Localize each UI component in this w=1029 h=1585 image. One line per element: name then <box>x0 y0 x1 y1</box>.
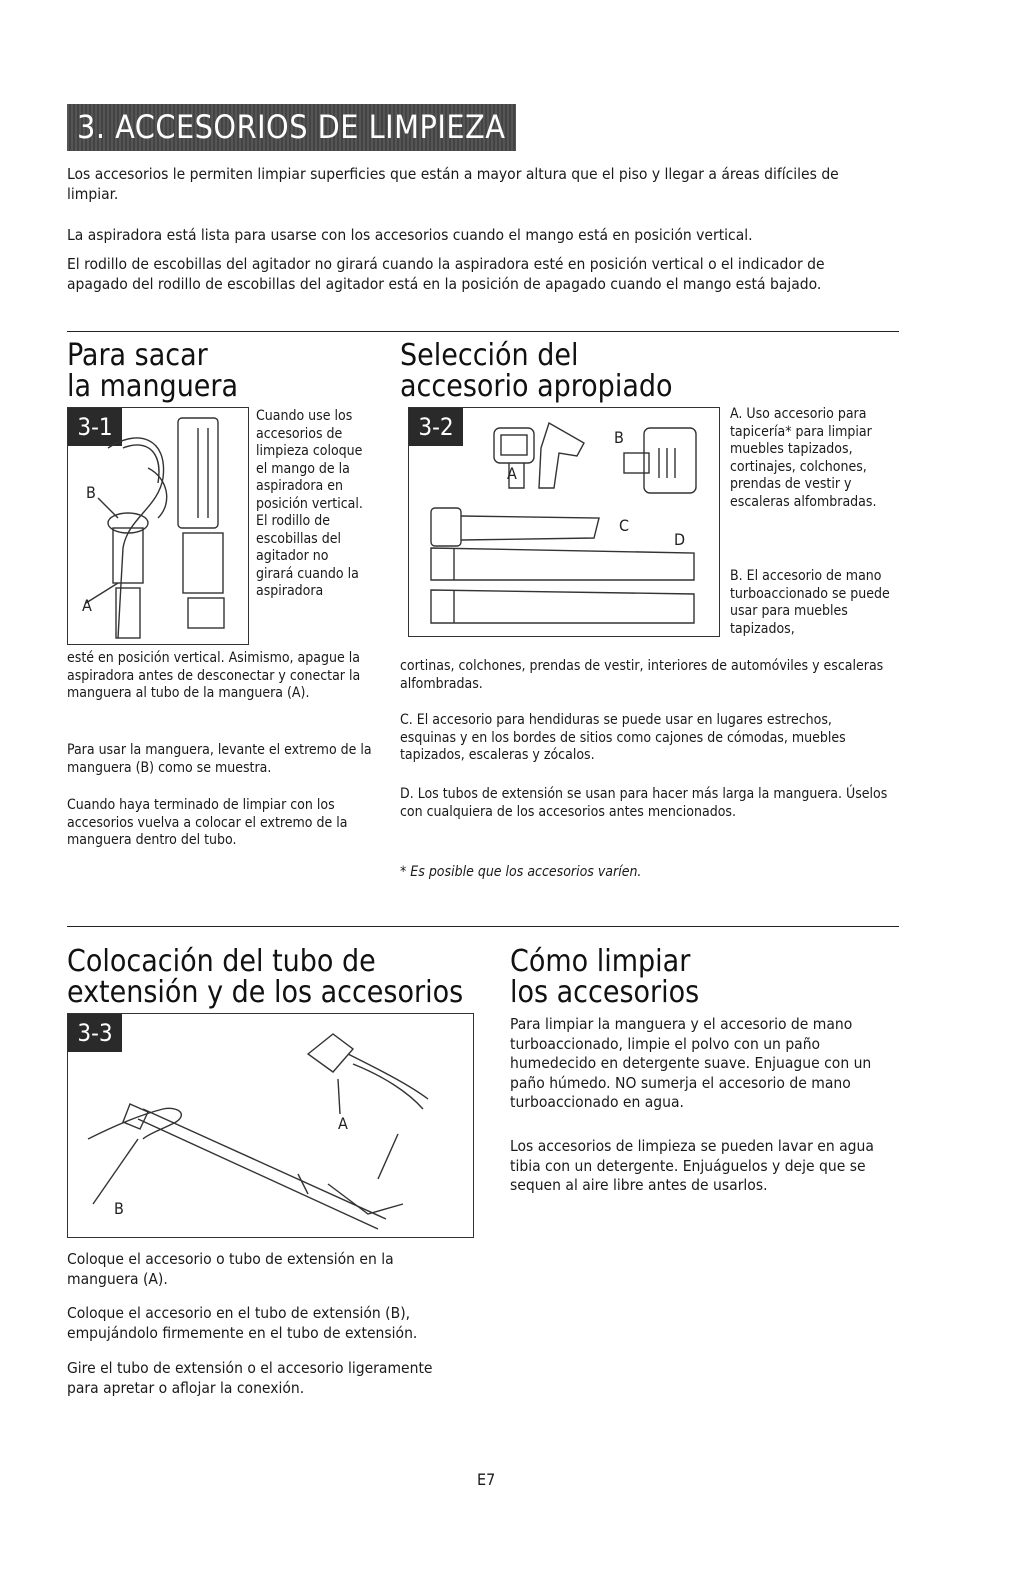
selection-item-c: C. El accesorio para hendiduras se puede usar en lugares estrechos, esquinas y en los bordes de sitios como cajones de cómodas, muebles tapizados, escaleras y zócalos. <box>400 712 846 763</box>
extension-paragraph-1: Coloque el accesorio o tubo de extensión en la manguera (A). <box>67 1250 394 1288</box>
selection-item-b-continued: cortinas, colchones, prendas de vestir, interiores de automóviles y escaleras alfombradas. <box>400 658 884 692</box>
hose-illustration <box>68 408 248 644</box>
figure-3-3 <box>67 1013 474 1238</box>
hose-heading-line2: la manguera <box>67 369 239 404</box>
hose-side-text: Cuando use los accesorios de limpieza coloque el mango de la aspiradora en posición vertical. El rodillo de escobillas del agitador no girará cuando la aspiradora <box>256 408 363 599</box>
figure-3-1-tag: 3-1 <box>68 408 122 446</box>
hose-heading <box>67 340 238 402</box>
hose-heading-line1: Para sacar <box>67 338 208 373</box>
cleaning-heading-line2: los accesorios <box>510 975 700 1010</box>
selection-footnote: * Es posible que los accesorios varíen. <box>400 864 642 880</box>
figure-3-1 <box>67 407 249 645</box>
intro-paragraph-3: El rodillo de escobillas del agitador no girará cuando la aspiradora esté en posición vertical o el indicador de apagado del rodillo de escobillas del agitador está en la posición de apagado cuando el mango está bajado. <box>67 255 825 293</box>
section-divider-top <box>67 331 899 332</box>
intro-paragraph-1: Los accesorios le permiten limpiar superficies que están a mayor altura que el piso y llegar a áreas difíciles de limpiar. <box>67 165 839 203</box>
selection-heading-line2: accesorio apropiado <box>400 369 673 404</box>
figure-3-2-label-b: B <box>614 428 624 447</box>
extension-heading-line1: Colocación del tubo de <box>67 944 376 979</box>
figure-3-3-tag: 3-3 <box>68 1014 122 1052</box>
section-title: 3. ACCESORIOS DE LIMPIEZA <box>67 104 516 151</box>
extension-paragraph-3: Gire el tubo de extensión o el accesorio ligeramente para apretar o aflojar la conexión. <box>67 1359 433 1397</box>
extension-illustration <box>68 1014 473 1237</box>
figure-3-3-label-b: B <box>114 1199 124 1218</box>
selection-heading-line1: Selección del <box>400 338 579 373</box>
selection-item-d: D. Los tubos de extensión se usan para hacer más larga la manguera. Úselos con cualquiera de los accesorios antes mencionados. <box>400 786 888 820</box>
figure-3-2-label-c: C <box>619 516 630 535</box>
accessories-illustration <box>409 408 719 636</box>
cleaning-paragraph-2: Los accesorios de limpieza se pueden lavar en agua tibia con un detergente. Enjuáguelos y deje que se sequen al aire libre antes de usarlos. <box>510 1137 874 1194</box>
selection-item-b-start: B. El accesorio de mano turboaccionado se puede usar para muebles tapizados, <box>730 568 890 637</box>
figure-3-3-label-a: A <box>338 1114 348 1133</box>
section-divider-middle <box>67 926 899 927</box>
selection-item-a: A. Uso accesorio para tapicería* para limpiar muebles tapizados, cortinajes, colchones, prendas de vestir y escaleras alfombradas. <box>730 406 877 510</box>
cleaning-heading <box>510 946 699 1008</box>
page-number: E7 <box>477 1470 496 1489</box>
extension-paragraph-2: Coloque el accesorio en el tubo de extensión (B), empujándolo firmemente en el tubo de extensión. <box>67 1304 418 1342</box>
extension-heading-line2: extensión y de los accesorios <box>67 975 464 1010</box>
intro-paragraph-2: La aspiradora está lista para usarse con los accesorios cuando el mango está en posición vertical. <box>67 226 753 244</box>
figure-3-2-label-d: D <box>674 530 686 549</box>
cleaning-heading-line1: Cómo limpiar <box>510 944 691 979</box>
figure-3-2 <box>408 407 720 637</box>
selection-heading <box>400 340 673 402</box>
hose-paragraph-3: Cuando haya terminado de limpiar con los accesorios vuelva a colocar el extremo de la manguera dentro del tubo. <box>67 797 348 848</box>
figure-3-2-tag: 3-2 <box>409 408 463 446</box>
extension-heading <box>67 946 463 1008</box>
hose-paragraph-2: Para usar la manguera, levante el extremo de la manguera (B) como se muestra. <box>67 742 372 776</box>
figure-3-1-label-a: A <box>82 596 92 615</box>
figure-3-2-label-a: A <box>507 464 517 483</box>
hose-continued-text: esté en posición vertical. Asimismo, apague la aspiradora antes de desconectar y conectar la manguera al tubo de la manguera (A). <box>67 650 361 701</box>
figure-3-1-label-b: B <box>86 483 96 502</box>
cleaning-paragraph-1: Para limpiar la manguera y el accesorio de mano turboaccionado, limpie el polvo con un paño humedecido en detergente suave. Enjuague con un paño húmedo. NO sumerja el accesorio de mano turboaccionado en agua. <box>510 1015 872 1111</box>
